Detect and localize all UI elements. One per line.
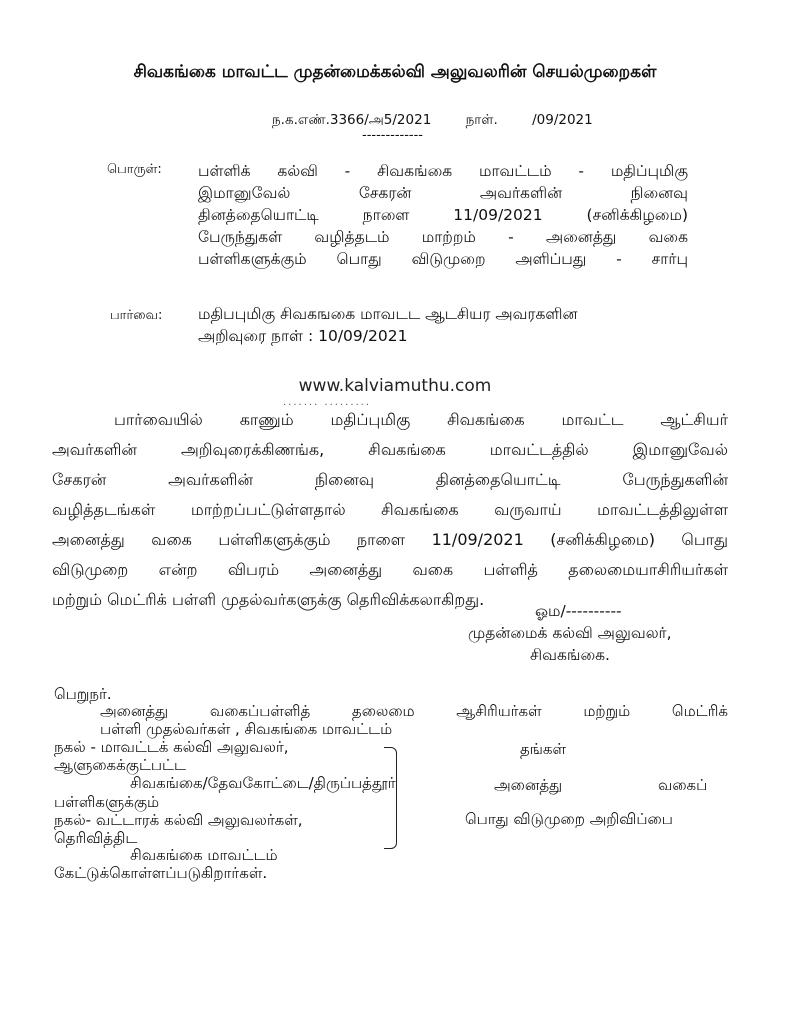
reference-line-text: மதிபபுமிகு சிவகஙகை மாவடட ஆடசியர அவரகளின (198, 305, 578, 323)
body-line: அவர்களின் அறிவுரைக்கிணங்க, சிவகங்கை மாவட்டத்தில் இமானுவேல் (52, 440, 728, 459)
subject-line: பேருந்துகள் வழித்தடம் மாற்றம் - அனைத்து வகை (198, 228, 688, 246)
watermark-url: www.kalviamuthu.com (298, 376, 492, 396)
subject-block (198, 160, 688, 270)
body-line: சேகரன் அவர்களின் நினைவு தினத்தையொட்டி பேருந்துகளின் (52, 470, 728, 489)
recipients-line-1: அனைத்து வகைப்பள்ளித் தலைமை ஆசிரியர்கள் மற்றும் மெட்ரிக் (100, 702, 728, 720)
right-text-3: பொது விடுமுறை அறிவிப்பை (465, 810, 673, 828)
copy-to-deo-districts: சிவகங்கை/தேவகோட்டை/திருப்பத்தூர் (130, 774, 396, 792)
body-line: பார்வையில் காணும் மதிப்புமிகு சிவகங்கை மாவட்ட ஆட்சியர் (114, 410, 728, 429)
date-label: நாள். (465, 112, 498, 128)
copy-to-deo-schools: பள்ளிகளுக்கும் (54, 793, 160, 811)
body-paragraph (52, 405, 728, 615)
watermark-dots: ....... ......... (283, 397, 372, 408)
right-text-2b: வகைப் (658, 776, 708, 794)
reference-label: பார்வை: (110, 308, 163, 323)
body-line: அனைத்து வகை பள்ளிகளுக்கும் நாளை 11/09/2021 (சனிக்கிழமை) பொது (52, 530, 728, 549)
subject-line: பள்ளிகளுக்கும் பொது விடுமுறை அளிப்பது - சார்பு (198, 250, 688, 268)
closing-request: கேட்டுக்கொள்ளப்படுகிறார்கள். (54, 864, 268, 882)
signatory-designation: முதன்மைக் கல்வி அலுவலர், (468, 624, 672, 642)
subject-label: பொருள்: (107, 162, 162, 177)
subject-line: இமானுவேல் சேகரன் அவர்களின் நினைவு (198, 184, 688, 202)
body-line: விடுமுறை என்ற விபரம் அனைத்து வகை பள்ளித் தலைமையாசிரியர்கள் (52, 560, 728, 579)
ref-number: ந.க.எண்.3366/அ5/2021 (272, 112, 432, 128)
reference-block (198, 303, 578, 347)
reference-line-text: அறிவுரை நாள் : 10/09/2021 (198, 327, 408, 345)
signature-mark: ஓம/---------- (535, 602, 622, 620)
right-text-2a: அனைத்து (494, 776, 563, 794)
subject-line: பள்ளிக் கல்வி - சிவகங்கை மாவட்டம் - மதிப்புமிகு (198, 162, 688, 180)
date-value: /09/2021 (532, 112, 593, 128)
copy-to-beo-inform: தெரிவித்திட (54, 829, 138, 847)
copy-to-beo-district: சிவகங்கை மாவட்டம் (130, 846, 278, 864)
ref-dash-line: ------------- (362, 128, 423, 143)
subject-line: தினத்தையொட்டி நாளை 11/09/2021 (சனிக்கிழமை) (198, 206, 688, 224)
reference-line (272, 112, 593, 130)
document-title: சிவகங்கை மாவட்ட முதன்மைக்கல்வி அலுவலரின் செயல்முறைகள் (133, 62, 657, 82)
signatory-place: சிவகங்கை. (530, 646, 610, 664)
right-text-1: தங்கள் (520, 740, 567, 758)
copy-to-beo: நகல்- வட்டாரக் கல்வி அலுவலர்கள், (54, 811, 303, 829)
body-line: மற்றும் மெட்ரிக் பள்ளி முதல்வர்களுக்கு தெரிவிக்கலாகிறது. (52, 590, 485, 609)
grouping-bracket (384, 747, 397, 849)
recipients-label: பெறுநர். (54, 685, 112, 703)
copy-to-deo-jurisdiction: ஆளுகைக்குட்பட்ட (54, 756, 186, 774)
copy-to-deo: நகல் - மாவட்டக் கல்வி அலுவலர், (54, 738, 289, 756)
body-line: வழித்தடங்கள் மாற்றப்பட்டுள்ளதால் சிவகங்கை வருவாய் மாவட்டத்திலுள்ள (52, 500, 728, 519)
recipients-line-2: பள்ளி முதல்வர்கள் , சிவகங்கை மாவட்டம் (100, 720, 393, 738)
